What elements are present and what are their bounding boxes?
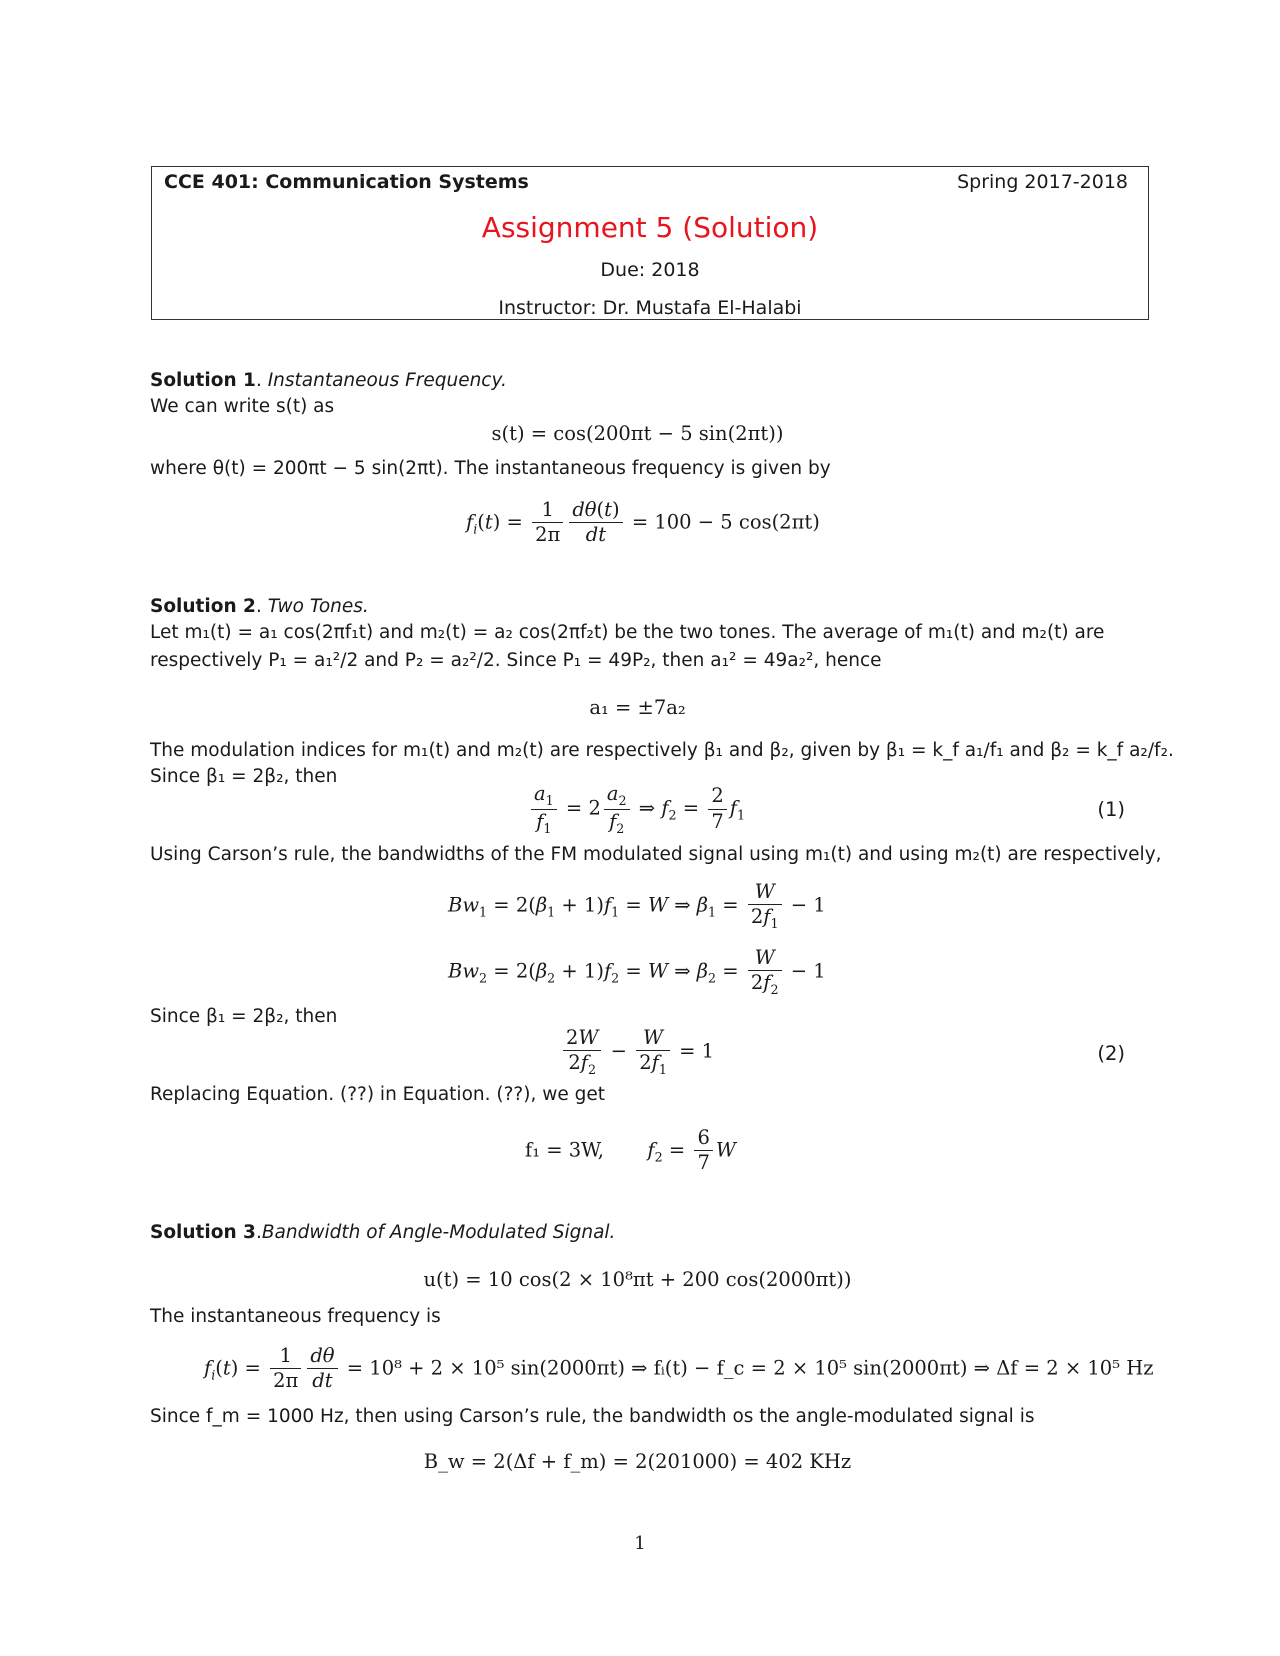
solution-2-heading: Solution 2. Two Tones. xyxy=(150,596,369,617)
equation-number-2: (2) xyxy=(1097,1042,1125,1065)
solution-3-line2: Since f_m = 1000 Hz, then using Carson’s rule, the bandwidth os the angle-modulated signal is xyxy=(150,1406,1035,1427)
solution-3-heading: Solution 3.Bandwidth of Angle-Modulated Signal. xyxy=(150,1222,616,1243)
equation-1: $\frac{a_1}{f_1}$ = 2 $\frac{a_2}{f_2}$ ⇒ $f_2$ = $\frac{2}{7}$ $f_1$ xyxy=(528,782,745,836)
due-date: Due: 2018 xyxy=(600,259,700,281)
solution-2-line5: Using Carson’s rule, the bandwidths of the FM modulated signal using m₁(t) and using m₂(t) are respectively, xyxy=(150,844,1162,865)
header-box xyxy=(151,166,1149,320)
equation-final: f₁ = 3W, $f_2$ = $\frac{6}{7}$ W xyxy=(525,1126,736,1175)
instructor: Instructor: Dr. Mustafa El-Halabi xyxy=(498,297,802,319)
equation-bw1: $Bw_1 = 2(\beta_1 + 1)f_1 = W$ ⇒ $\beta_1$ = $\frac{W}{2f_1}$ − 1 xyxy=(448,880,826,932)
solution-2-line6: Since β₁ = 2β₂, then xyxy=(150,1006,338,1027)
solution-2-line2: respectively P₁ = a₁²/2 and P₂ = a₂²/2. Since P₁ = 49P₂, then a₁² = 49a₂², hence xyxy=(150,650,882,671)
solution-2-line4: Since β₁ = 2β₂, then xyxy=(150,766,338,787)
equation-fi: $f_i(t)$ = $\frac{1}{2\pi}$ $\frac{d\theta(t)}{dt}$ = 100 − 5 cos(2πt) xyxy=(466,498,820,547)
equation-bw: B_w = 2(Δf + f_m) = 2(201000) = 402 KHz xyxy=(423,1450,852,1473)
equation-s: s(t) = cos(200πt − 5 sin(2πt)) xyxy=(491,422,784,445)
page-number: 1 xyxy=(634,1533,646,1554)
solution-2-line7: Replacing Equation. (??) in Equation. (??), we get xyxy=(150,1084,605,1105)
course-title: CCE 401: Communication Systems xyxy=(164,171,529,193)
equation-number-1: (1) xyxy=(1097,798,1125,821)
solution-1-intro: We can write s(t) as xyxy=(150,396,335,417)
solution-2-line1: Let m₁(t) = a₁ cos(2πf₁t) and m₂(t) = a₂ cos(2πf₂t) be the two tones. The average of m₁(t) and m₂(t) are xyxy=(150,622,1105,643)
solution-1-heading: Solution 1. Instantaneous Frequency. xyxy=(150,370,507,391)
solution-3-line1: The instantaneous frequency is xyxy=(150,1306,441,1327)
equation-bw2: $Bw_2 = 2(\beta_2 + 1)f_2 = W$ ⇒ $\beta_2$ = $\frac{W}{2f_2}$ − 1 xyxy=(448,946,826,998)
equation-u: u(t) = 10 cos(2 × 10⁸πt + 200 cos(2000πt)) xyxy=(423,1268,852,1291)
solution-1-theta: where θ(t) = 200πt − 5 sin(2πt). The instantaneous frequency is given by xyxy=(150,458,831,479)
assignment-title: Assignment 5 (Solution) xyxy=(481,211,819,244)
solution-2-line3: The modulation indices for m₁(t) and m₂(t) are respectively β₁ and β₂, given by β₁ = k_f a₁/f₁ and β₂ = k_f a₂/f₂. xyxy=(150,740,1174,761)
equation-a: a₁ = ±7a₂ xyxy=(589,696,686,719)
equation-fi-3: $f_i(t)$ = $\frac{1}{2\pi}$ $\frac{d\theta}{dt}$ = 10⁸ + 2 × 10⁵ sin(2000πt) ⇒ fᵢ(t) − f_c = 2 × 10⁵ sin(2000πt) ⇒ Δf = 2 × 10⁵ Hz xyxy=(204,1344,1154,1393)
term-label: Spring 2017-2018 xyxy=(957,171,1128,193)
equation-2: $\frac{2W}{2f_2}$ − $\frac{W}{2f_1}$ = 1 xyxy=(560,1026,714,1078)
